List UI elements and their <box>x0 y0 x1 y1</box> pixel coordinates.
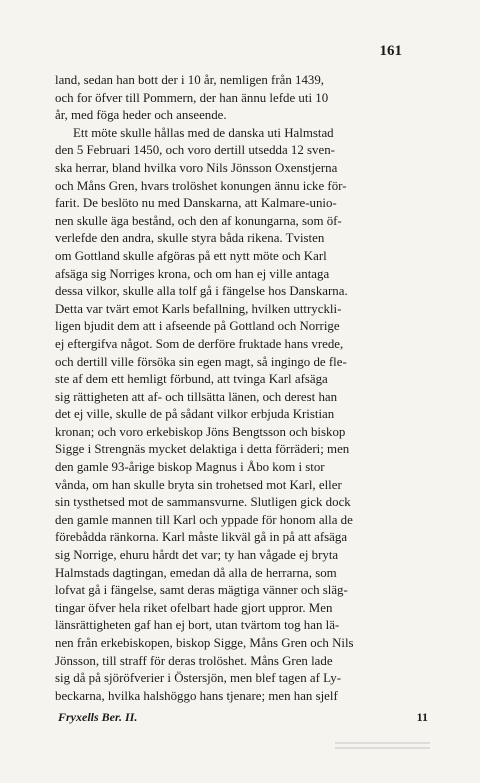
text-line: förebådda ränkorna. Karl måste likväl gå in på att afsäga <box>55 530 348 545</box>
text-line: sin tysthetsed mot de sammansvurne. Slutligen gick dock <box>55 495 351 510</box>
text-line: den 5 Februari 1450, och voro dertill utsedda 12 sven- <box>55 143 335 158</box>
paragraph-start-line: Ett möte skulle hållas med de danska uti Halmstad <box>73 125 334 140</box>
text-line: ej eftergifva något. Som de derföre fruktade hans vrede, <box>55 336 344 351</box>
text-line: sig då på sjöröfverier i Östersjön, men blef tagen af Ly- <box>55 671 342 686</box>
text-line: Halmstads dagtingan, emedan då alla de herrarna, som <box>55 565 337 580</box>
text-line: och dertill ville försöka sin egen magt, så ingingo de fle- <box>55 354 347 369</box>
page-number: 161 <box>379 43 402 59</box>
text-line: Detta var tvärt emot Karls befallning, hvilken uttryckli- <box>55 301 342 316</box>
page-footer <box>58 710 428 725</box>
text-line: och for öfver till Pommern, der han ännu lefde uti 10 <box>55 90 329 105</box>
text-line: nen skulle äga bestånd, och den af konungarna, som öf- <box>55 213 342 228</box>
body-text <box>55 72 430 705</box>
text-line: kronan; och voro erkebiskop Jöns Bengtsson och biskop <box>55 424 346 439</box>
text-line: ligen bjudit dem att i afseende på Gottland och Norrige <box>55 319 340 334</box>
text-line: den gamle mannen till Karl och yppade för honom alla de <box>55 512 353 527</box>
text-line: den gamle 93-årige biskop Magnus i Åbo kom i stor <box>55 460 325 475</box>
text-line: nen från erkebiskopen, biskop Sigge, Måns Gren och Nils <box>55 636 354 650</box>
text-line: ska herrar, bland hvilka voro Nils Jönsson Oxenstjerna <box>55 160 338 175</box>
text-line: Jönsson, till straff för deras trolöshet. Måns Gren lade <box>55 653 333 668</box>
text-line: lofvat gå i fängelse, samt deras mägtiga vänner och släg- <box>55 583 348 598</box>
text-line: sig rättigheten att af- och tillsätta länen, och derest han <box>55 389 338 404</box>
text-line: verlefde den andra, skulle styra båda rikena. Tvisten <box>55 231 325 246</box>
library-stamp-mark <box>335 742 430 756</box>
text-line: länsrättigheten gaf han ej bort, utan tvärtom tog han lä- <box>55 618 340 633</box>
text-line: sig Norrige, ehuru hårdt det var; ty han vågade ej bryta <box>55 548 339 563</box>
text-line: det ej ville, skulle de på sådant vilkor erbjuda Kristian <box>55 407 335 422</box>
text-line: om Gottland skulle afgöras på ett nytt möte och Karl <box>55 248 327 263</box>
signature-number: 11 <box>416 710 428 724</box>
text-line: tingar öfver hela riket ofelbart hade gjort uppror. Men <box>55 600 333 615</box>
text-line: och Måns Gren, hvars trolöshet konungen ännu icke för- <box>55 178 347 193</box>
text-line: land, sedan han bott der i 10 år, nemligen från 1439, <box>55 73 325 87</box>
text-line: beckarna, hvilka halshöggo hans tjenare; men han sjelf <box>55 688 338 703</box>
text-line: dessa vilkor, skulle alla tolf gå i fängelse hos Danskarna. <box>55 284 348 299</box>
signature-mark: Fryxells Ber. II. <box>58 710 138 724</box>
text-line: Sigge i Strengnäs mycket delaktiga i detta förräderi; men <box>55 442 350 457</box>
text-line: afsäga sig Norriges krona, och om han ej ville antaga <box>55 266 330 281</box>
text-line: vånda, om han skulle bryta sin trohetsed mot Karl, eller <box>55 477 342 492</box>
text-line: farit. De beslöto nu med Danskarna, att Kalmare-unio- <box>55 196 337 211</box>
text-line: år, med föga heder och anseende. <box>55 108 227 123</box>
text-line: ste af dem ett hemligt förbund, att tvinga Karl afsäga <box>55 372 328 387</box>
